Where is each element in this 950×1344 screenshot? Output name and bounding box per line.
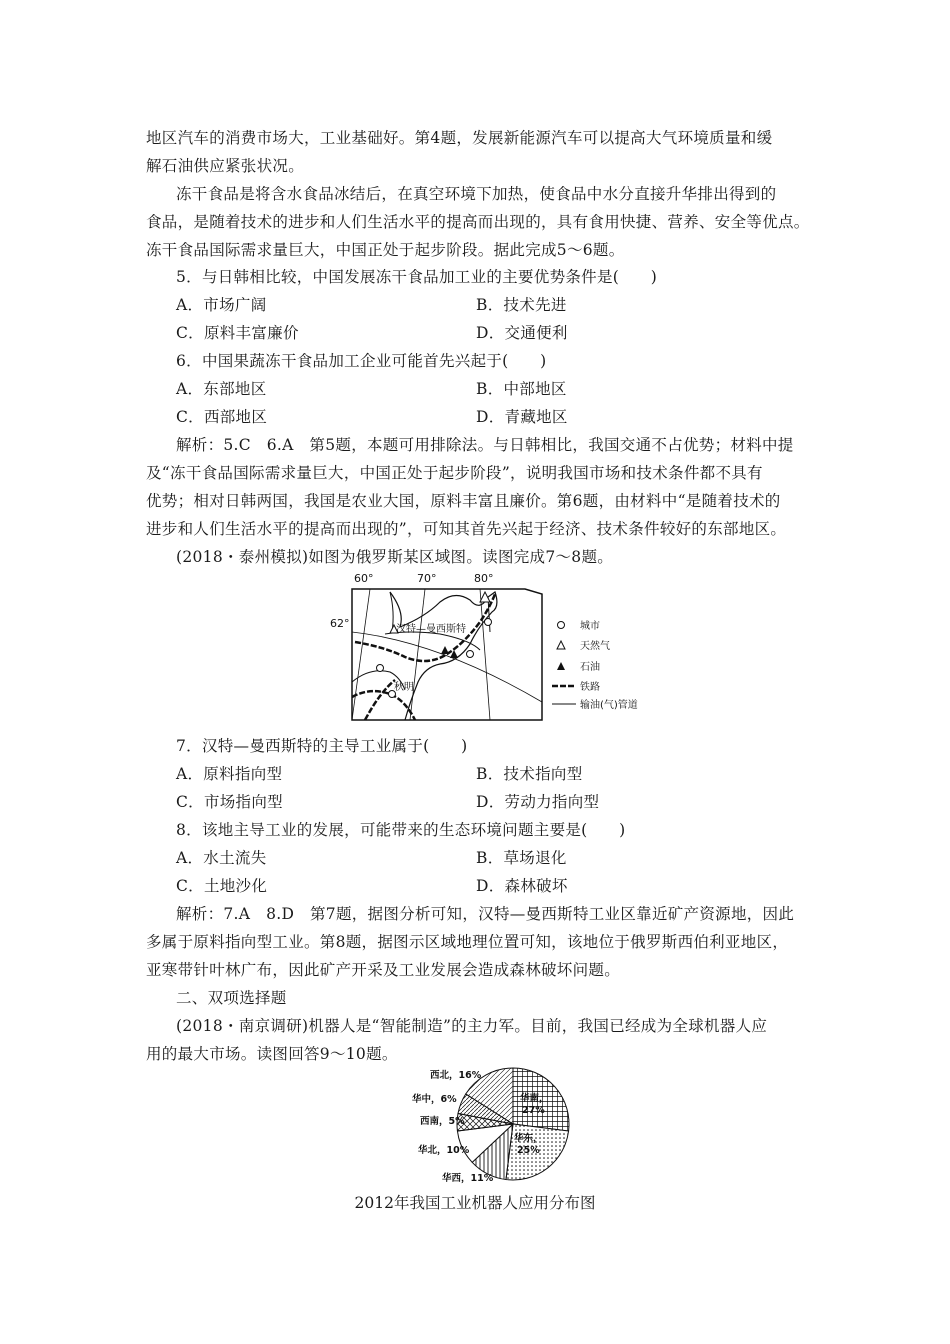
option-6c: C．西部地区 — [176, 408, 268, 426]
explanation-line: 及“冻干食品国际需求量巨大，中国正处于起步阶段”，说明我国市场和技术条件都不具有 — [146, 464, 763, 482]
city-marker — [377, 665, 384, 672]
option-8c: C．土地沙化 — [176, 877, 268, 895]
explanation-line: 优势；相对日韩两国，我国是农业大国，原料丰富且廉价。第6题，由材料中“是随着技术的 — [146, 492, 781, 510]
pie-label-west: 华西，11% — [442, 1173, 494, 1184]
city-label-tyumen: 秋明 — [394, 682, 414, 693]
option-6d: D．青藏地区 — [476, 408, 568, 426]
pie-label-north: 华北，10% — [418, 1145, 470, 1156]
legend-pipeline: 输油(气)管道 — [580, 700, 638, 711]
pie-label-south-pct: 27% — [522, 1105, 545, 1116]
pie-label-east-pct: 25% — [517, 1145, 540, 1156]
legend-oil: 石油 — [580, 662, 600, 673]
text-line: (2018・南京调研)机器人是“智能制造”的主力军。目前，我国已经成为全球机器人应 — [176, 1017, 768, 1035]
pie-label-east: 华东， — [514, 1133, 543, 1144]
pie-label-northwest: 西北，16% — [430, 1070, 482, 1081]
legend-city: 城市 — [580, 621, 600, 632]
city-marker — [485, 619, 492, 626]
explanation-line: 多属于原料指向型工业。第8题，据图示区域地理位置可知，该地位于俄罗斯西伯利亚地区， — [146, 933, 789, 951]
option-5c: C．原料丰富廉价 — [176, 324, 299, 342]
option-8b: B．草场退化 — [476, 849, 567, 867]
legend-railway: 铁路 — [580, 682, 600, 693]
option-6a: A．东部地区 — [176, 380, 267, 398]
lon-label-60: 60° — [354, 572, 374, 585]
question-6: 6．中国果蔬冻干食品加工企业可能首先兴起于( ) — [176, 352, 547, 370]
option-7b: B．技术指向型 — [476, 765, 583, 783]
city-label-khanty: 汉特—曼西斯特 — [396, 624, 466, 635]
option-5d: D．交通便利 — [476, 324, 568, 342]
option-7a: A．原料指向型 — [176, 765, 283, 783]
option-5b: B．技术先进 — [476, 296, 567, 314]
russia-region-map — [330, 572, 675, 722]
text-line: 用的最大市场。读图回答9～10题。 — [146, 1045, 398, 1063]
explanation-line: 进步和人们生活水平的提高而出现的”，可知其首先兴起于经济、技术条件较好的东部地区。 — [146, 520, 787, 538]
explanation-line: 解析：7.A 8.D 第7题，据图分析可知，汉特—曼西斯特工业区靠近矿产资源地，因此 — [176, 905, 795, 923]
text-line: 解石油供应紧张状况。 — [146, 157, 305, 175]
pie-label-central: 华中，6% — [412, 1094, 457, 1105]
option-8a: A．水土流失 — [176, 849, 267, 867]
explanation-line: 解析：5.C 6.A 第5题，本题可用排除法。与日韩相比，我国交通不占优势；材料中提 — [176, 436, 794, 454]
text-line: 食品，是随着技术的进步和人们生活水平的提高而出现的，具有食用快捷、营养、安全等优点。 — [146, 213, 810, 231]
robot-distribution-pie-chart — [410, 1064, 580, 1184]
pie-label-south: 华南， — [520, 1093, 549, 1104]
option-7c: C．市场指向型 — [176, 793, 283, 811]
explanation-line: 亚寒带针叶林广布，因此矿产开采及工业发展会造成森林破坏问题。 — [146, 961, 621, 979]
city-marker — [467, 651, 474, 658]
pie-label-southwest: 西南，5% — [420, 1116, 465, 1127]
option-6b: B．中部地区 — [476, 380, 567, 398]
text-line: 地区汽车的消费市场大，工业基础好。第4题，发展新能源汽车可以提高大气环境质量和缓 — [146, 129, 773, 147]
legend-gas: 天然气 — [580, 641, 610, 652]
option-7d: D．劳动力指向型 — [476, 793, 600, 811]
map-intro: (2018・泰州模拟)如图为俄罗斯某区域图。读图完成7～8题。 — [176, 548, 614, 566]
lon-label-70: 70° — [417, 572, 437, 585]
question-8: 8．该地主导工业的发展，可能带来的生态环境问题主要是( ) — [176, 821, 626, 839]
oil-marker — [441, 646, 449, 654]
option-5a: A．市场广阔 — [176, 296, 267, 314]
question-7: 7．汉特—曼西斯特的主导工业属于( ) — [176, 737, 468, 755]
question-5: 5．与日韩相比较，中国发展冻干食品加工业的主要优势条件是( ) — [176, 268, 658, 286]
pie-chart-caption: 2012年我国工业机器人应用分布图 — [354, 1194, 596, 1212]
section-heading: 二、双项选择题 — [176, 989, 287, 1007]
text-line: 冻干食品国际需求量巨大，中国正处于起步阶段。据此完成5～6题。 — [146, 241, 625, 259]
text-line: 冻干食品是将含水食品冰结后，在真空环境下加热，使食品中水分直接升华排出得到的 — [176, 185, 777, 203]
option-8d: D．森林破坏 — [476, 877, 568, 895]
lon-label-80: 80° — [474, 572, 494, 585]
lat-label-62: 62° — [330, 617, 350, 630]
